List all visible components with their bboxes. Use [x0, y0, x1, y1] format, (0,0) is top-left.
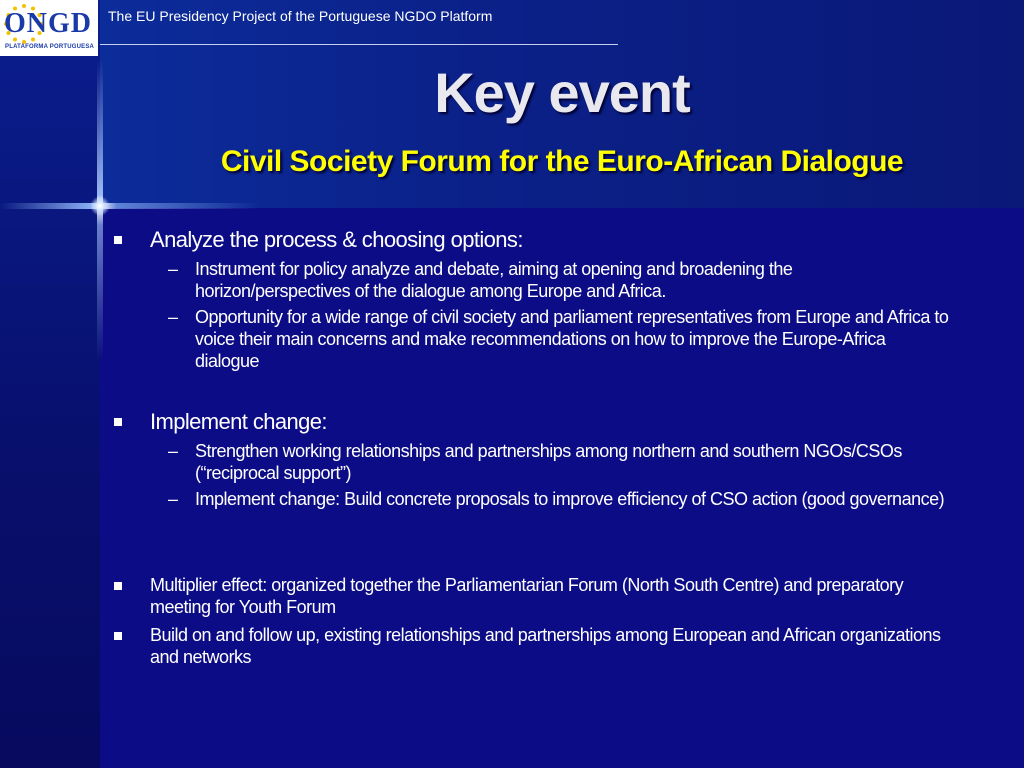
header-divider [100, 44, 618, 45]
sub-bullet-text: Opportunity for a wide range of civil society and parliament representatives from Europe and Africa to voice their main concerns and make recommendations on how to improve the Europe-Africa dialogue [195, 307, 949, 371]
sub-bullet-item [112, 488, 952, 510]
sub-bullet-marker: – [168, 489, 178, 509]
bullet-square-icon [114, 418, 122, 426]
bullet-item [112, 226, 952, 254]
slide-body [112, 226, 952, 668]
light-flare-horizontal [0, 203, 260, 209]
sub-bullet-item [112, 440, 952, 484]
bullet-text: Multiplier effect: organized together the Parliamentarian Forum (North South Centre) and preparatory meeting for Youth Forum [150, 575, 904, 617]
bullet-item [112, 574, 952, 618]
sub-bullet-text: Instrument for policy analyze and debate, aiming at opening and broadening the horizon/perspectives of the dialogue among Europe and Africa. [195, 259, 793, 301]
ongd-logo [0, 0, 98, 56]
sub-bullet-text: Implement change: Build concrete proposals to improve efficiency of CSO action (good governance) [195, 489, 945, 509]
bullet-text: Analyze the process & choosing options: [150, 227, 523, 252]
logo-subtext: PLATAFORMA PORTUGUESA [5, 44, 95, 50]
bullet-square-icon [114, 236, 122, 244]
slide-subtitle: Civil Society Forum for the Euro-African Dialogue [220, 145, 904, 178]
sub-bullet-marker: – [168, 259, 178, 279]
header-project-text: The EU Presidency Project of the Portuguese NGDO Platform [108, 8, 493, 24]
bullet-square-icon [114, 582, 122, 590]
sub-bullet-item [112, 306, 952, 372]
slide-title: Key event [434, 61, 690, 124]
sub-bullet-marker: – [168, 441, 178, 461]
sub-bullet-marker: – [168, 307, 178, 327]
bullet-square-icon [114, 632, 122, 640]
bullet-item [112, 408, 952, 436]
sub-bullet-item [112, 258, 952, 302]
bullet-item [112, 624, 952, 668]
bullet-text: Build on and follow up, existing relationships and partnerships among European and African organizations and networks [150, 625, 941, 667]
bullet-text: Implement change: [150, 409, 327, 434]
logo-text: ONGD [4, 8, 93, 39]
sub-bullet-text: Strengthen working relationships and partnerships among northern and southern NGOs/CSOs (“reciprocal support”) [195, 441, 902, 483]
left-band [0, 0, 100, 768]
light-flare-center [90, 196, 110, 216]
